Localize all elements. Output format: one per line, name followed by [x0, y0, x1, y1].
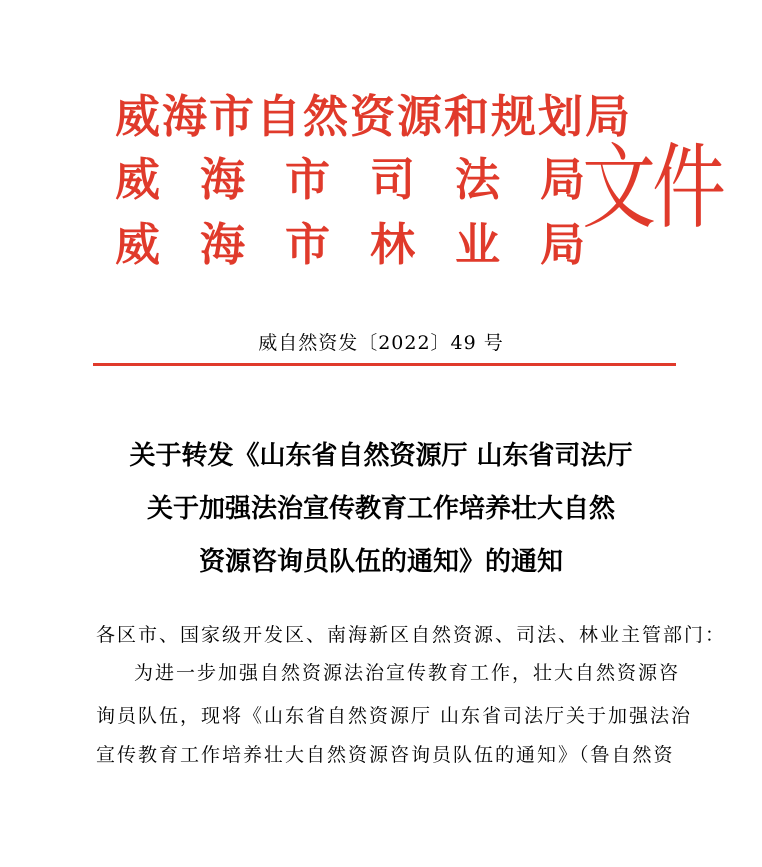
agency-name-justice: 威海市司法局: [115, 153, 626, 206]
document-word: 文件: [582, 134, 722, 242]
title-line-3: 资源咨询员队伍的通知》的通知: [198, 547, 563, 577]
recipient-line: 各区市、国家级开发区、南海新区自然资源、司法、林业主管部门：: [96, 624, 727, 646]
agency-name-forestry: 威海市林业局: [115, 218, 626, 271]
body-line-1: 为进一步加强自然资源法治宣传教育工作，壮大自然资源咨: [134, 662, 681, 684]
body-line-3: 宣传教育工作培养壮大自然资源咨询员队伍的通知》（鲁自然资: [96, 744, 675, 766]
document-title: [0, 430, 762, 589]
agency-name-natural-resources: 威海市自然资源和规划局: [115, 90, 633, 143]
document-number: 威自然资发〔2022〕49 号: [258, 332, 504, 354]
body-line-2: 询员队伍，现将《山东省自然资源厅 山东省司法厅关于加强法治: [96, 705, 693, 727]
red-divider: [93, 363, 676, 366]
title-line-1: 关于转发《山东省自然资源厅 山东省司法厅: [129, 441, 633, 471]
title-line-2: 关于加强法治宣传教育工作培养壮大自然: [146, 494, 615, 524]
